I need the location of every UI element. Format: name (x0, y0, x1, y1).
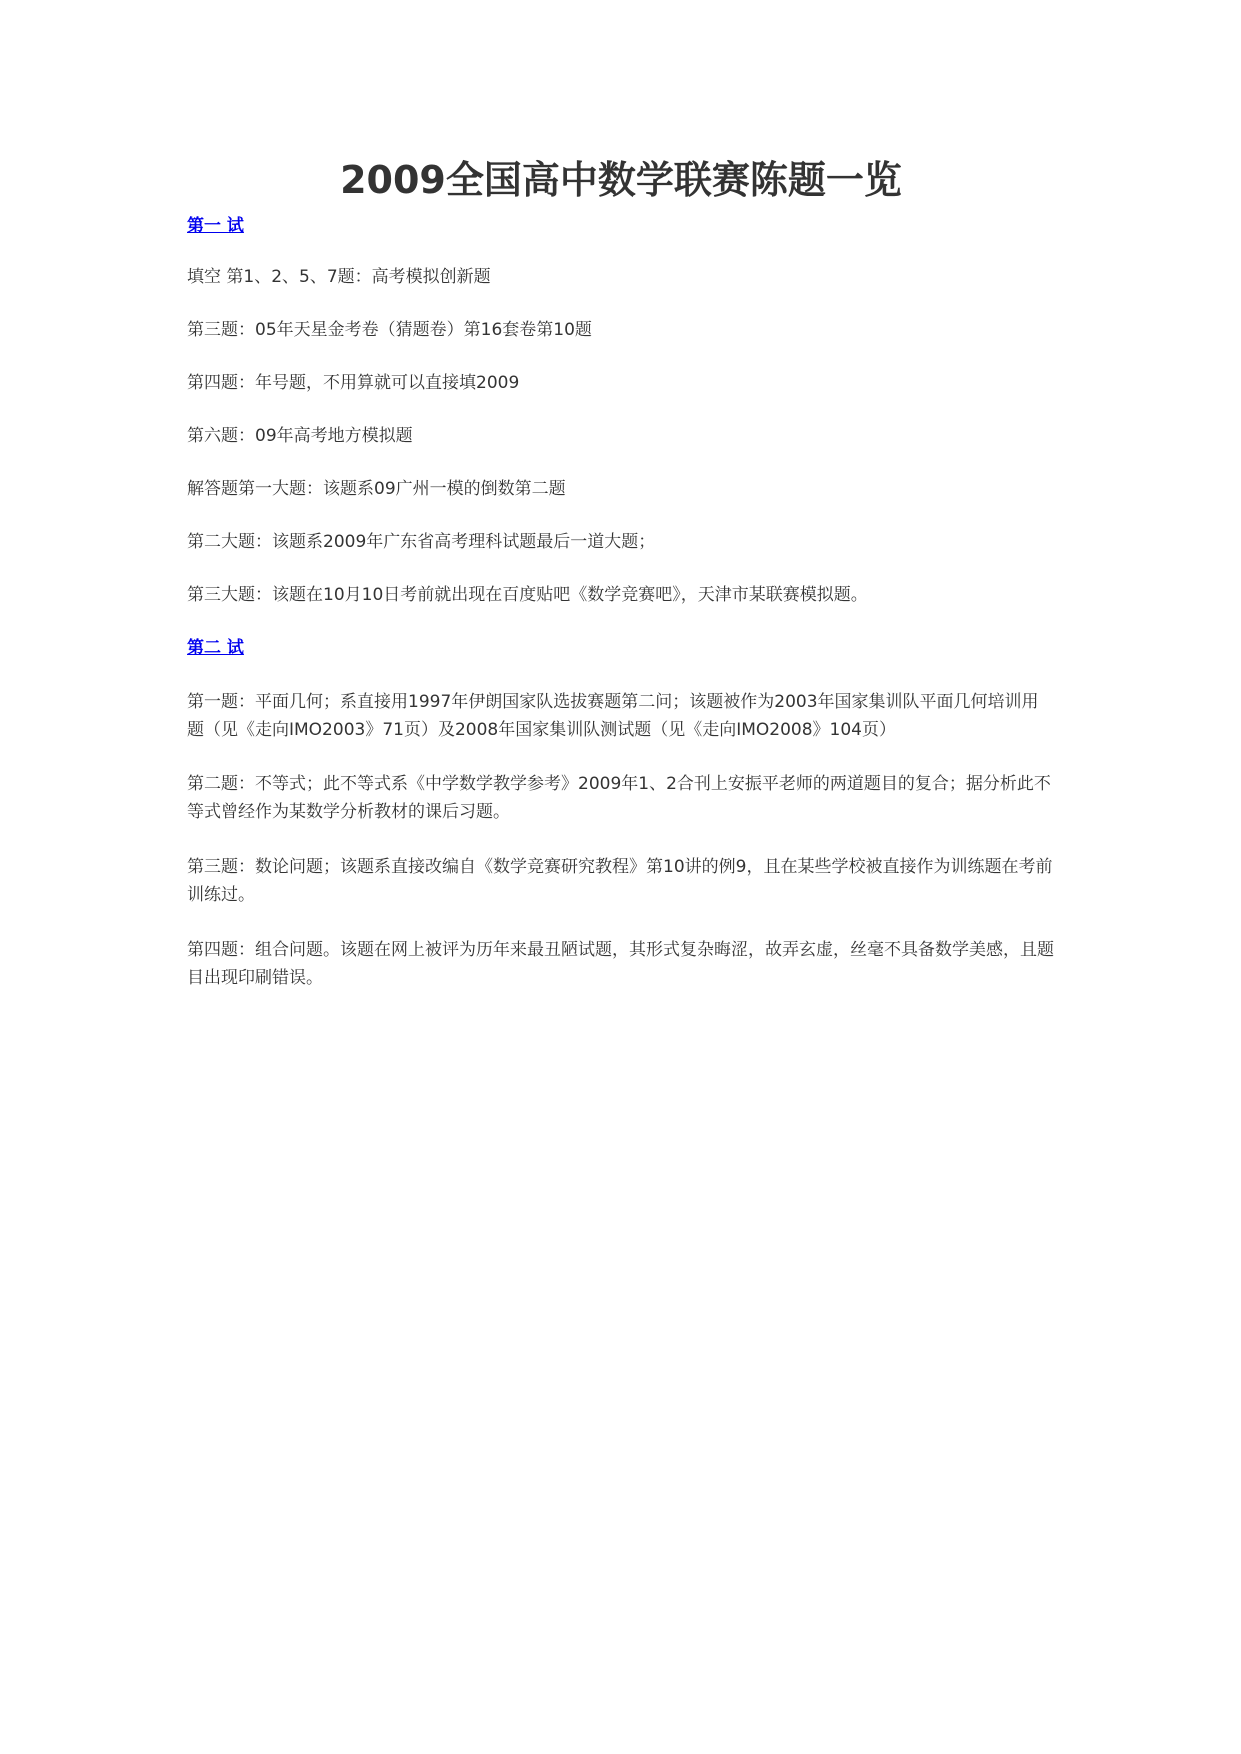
paragraph: 第二题：不等式；此不等式系《中学数学教学参考》2009年1、2合刊上安振平老师的两道题目的复合；据分析此不等式曾经作为某数学分析教材的课后习题。 (187, 774, 1051, 822)
paragraph: 第四题：年号题，不用算就可以直接填2009 (187, 373, 520, 393)
page-title: 2009全国高中数学联赛陈题一览 (340, 158, 902, 202)
section-link-first-round[interactable]: 第一 试 (187, 216, 244, 236)
paragraph: 第六题：09年高考地方模拟题 (187, 426, 413, 446)
paragraph: 第三大题：该题在10月10日考前就出现在百度贴吧《数学竞赛吧》，天津市某联赛模拟题。 (187, 585, 868, 605)
paragraph: 第四题：组合问题。该题在网上被评为历年来最丑陋试题，其形式复杂晦涩，故弄玄虚，丝毫不具备数学美感，且题目出现印刷错误。 (187, 940, 1054, 988)
section-link-second-round[interactable]: 第二 试 (187, 638, 244, 658)
paragraph: 解答题第一大题：该题系09广州一模的倒数第二题 (187, 479, 566, 499)
paragraph: 第三题：05年天星金考卷（猜题卷）第16套卷第10题 (187, 320, 592, 340)
paragraph: 第二大题：该题系2009年广东省高考理科试题最后一道大题； (187, 532, 656, 552)
paragraph: 填空 第1、2、5、7题：高考模拟创新题 (187, 267, 491, 287)
paragraph: 第三题：数论问题；该题系直接改编自《数学竞赛研究教程》第10讲的例9，且在某些学校被直接作为训练题在考前训练过。 (187, 857, 1053, 905)
paragraph: 第一题：平面几何；系直接用1997年伊朗国家队选拔赛题第二问；该题被作为2003年国家集训队平面几何培训用题（见《走向IMO2003》71页）及2008年国家集训队测试题（见《走向IMO2008》104页） (187, 692, 1039, 740)
